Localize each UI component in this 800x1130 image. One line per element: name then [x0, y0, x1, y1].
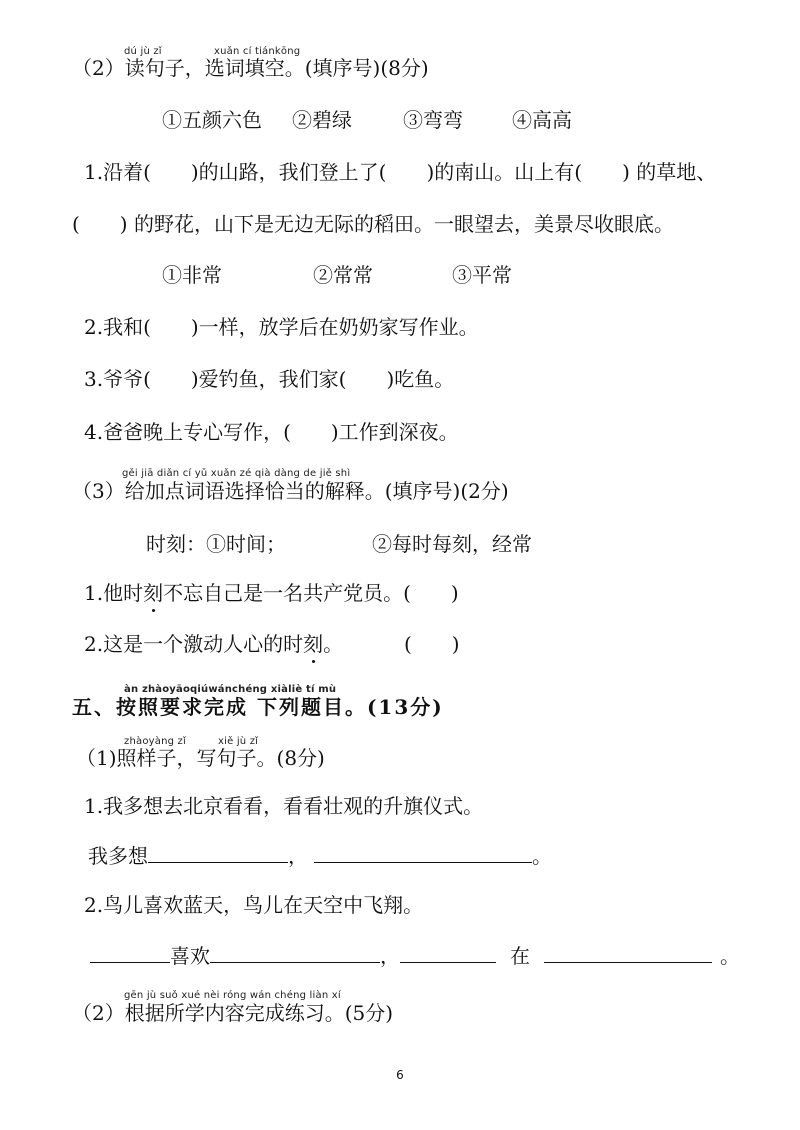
section-heading: （2）读句子，选词填空。(填序号)(8分) [72, 56, 429, 80]
blank-line[interactable] [544, 944, 712, 963]
sentence: 4.爸爸晚上专心写作，( )工作到深夜。 [84, 420, 459, 444]
sentence: 2.我和( )一样，放学后在奶奶家写作业。 [84, 315, 479, 339]
definition: ①时间； [206, 532, 286, 556]
fill-row [90, 944, 800, 968]
option: ③平常 [452, 263, 512, 287]
option: ②常常 [313, 263, 373, 287]
item-text: 不忘自己是一名共产党员。( ) [163, 581, 459, 605]
pinyin: xuǎn cí tiánkōng [214, 46, 301, 57]
item [84, 632, 800, 656]
pinyin: xiě jù zǐ [218, 736, 259, 747]
blank-line[interactable] [148, 844, 288, 863]
option: ④高高 [512, 108, 572, 132]
section-heading: 五、按照要求完成 下列题目。(13分) [72, 695, 444, 719]
item-text: 2.这是一个激动人心的时 [84, 632, 304, 656]
answer-paren: ( ) [404, 632, 460, 656]
example: 2.鸟儿喜欢蓝天，鸟儿在天空中飞翔。 [84, 893, 424, 917]
sentence: 3.爷爷( )爱钓鱼，我们家( )吃鱼。 [84, 367, 455, 391]
definition: ②每时每刻，经常 [372, 532, 532, 556]
blank-line[interactable] [210, 944, 380, 963]
fill-word: 在 [510, 944, 530, 968]
sub-heading: （1)照样子，写句子。(8分) [76, 746, 325, 770]
punct: ， [288, 844, 308, 868]
sub-heading: （2）根据所学内容完成练习。(5分) [72, 1001, 394, 1025]
section-heading: （3）给加点词语选择恰当的解释。(填序号)(2分) [72, 479, 509, 503]
item-text: 1.他时 [84, 581, 144, 605]
item-text: 。 [323, 632, 344, 656]
dotted-char: 刻 [143, 581, 164, 605]
sentence: ( ) 的野花，山下是无边无际的稻田。一眼望去，美景尽收眼底。 [72, 212, 674, 236]
option: ③弯弯 [403, 108, 463, 132]
option: ②碧绿 [292, 108, 352, 132]
dotted-char: 刻 [303, 632, 324, 656]
sentence: 1.沿着( )的山路，我们登上了( )的南山。山上有( ) 的草地、 [84, 160, 717, 184]
blank-line[interactable] [90, 944, 170, 963]
pinyin: àn zhàoyāoqiúwánchéng xiàliè tí mù [124, 684, 337, 695]
punct: 。 [720, 944, 740, 968]
option: ①非常 [162, 263, 222, 287]
pinyin: gěi jiā diǎn cí yǔ xuǎn zé qià dàng de jiě shì [122, 468, 351, 479]
example: 1.我多想去北京看看，看看壮观的升旗仪式。 [84, 794, 484, 818]
punct: 。 [532, 844, 552, 868]
page-number: 6 [396, 1068, 404, 1082]
pinyin: zhàoyàng zǐ [124, 736, 186, 747]
pinyin: gēn jù suǒ xué nèi róng wán chéng liàn xí [124, 990, 341, 1001]
item [84, 581, 459, 605]
pinyin: dú jù zǐ [124, 46, 162, 57]
fill-word: 喜欢 [170, 944, 210, 968]
blank-line[interactable] [314, 844, 532, 863]
option: ①五颜六色 [162, 108, 262, 132]
fill-row [88, 844, 800, 868]
definition-label: 时刻： [146, 532, 206, 556]
fill-prefix: 我多想 [88, 844, 148, 868]
blank-line[interactable] [400, 944, 496, 963]
punct: ， [380, 944, 400, 968]
